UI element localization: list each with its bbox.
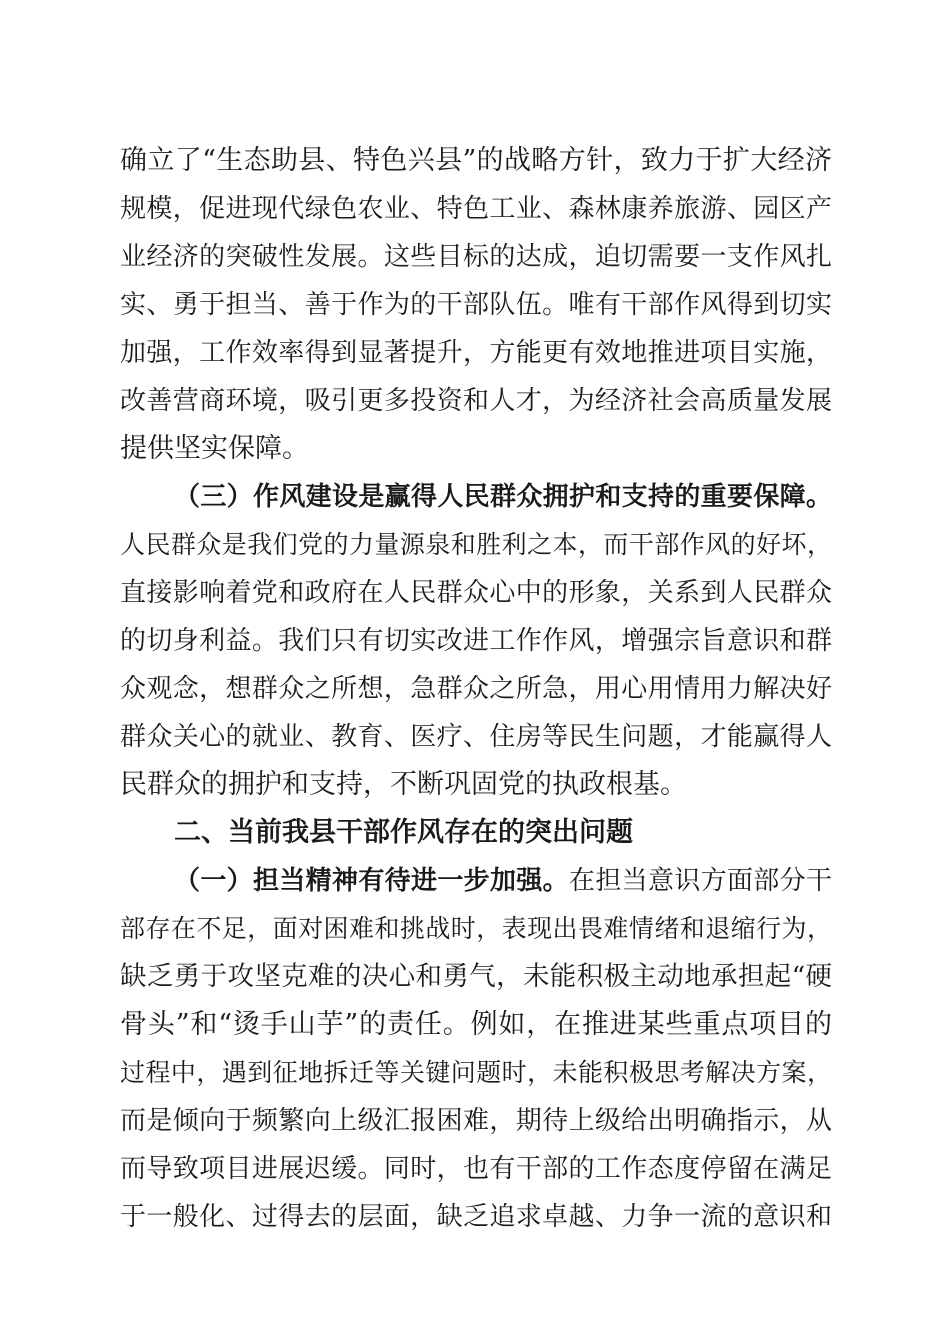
paragraph-line: 人民群众是我们党的力量源泉和胜利之本，而干部作风的好坏， — [120, 530, 832, 559]
paragraph-line: 实、勇于担当、善于作为的干部队伍。唯有干部作风得到切实 — [120, 290, 832, 320]
paragraph-line: 众观念，想群众之所想，急群众之所急，用心用情用力解决好 — [120, 674, 832, 704]
paragraph-line: 改善营商环境，吸引更多投资和人才，为经济社会高质量发展 — [120, 386, 832, 416]
paragraph-line: 群众关心的就业、教育、医疗、住房等民生问题，才能赢得人 — [120, 722, 832, 752]
paragraph-line: 而导致项目进展迟缓。同时，也有干部的工作态度停留在满足 — [120, 1154, 832, 1184]
paragraph-text: 在担当意识方面部分干 — [568, 866, 832, 896]
subsection-title: （三）作风建设是赢得人民群众拥护和支持的重要保障。 — [174, 482, 832, 512]
paragraph-line: 提供坚实保障。 — [120, 433, 309, 464]
paragraph-line: 过程中，遇到征地拆迁等关键问题时，未能积极思考解决方案， — [120, 1058, 832, 1087]
paragraph-line: 的切身利益。我们只有切实改进工作作风，增强宗旨意识和群 — [120, 626, 832, 656]
paragraph-line: 部存在不足，面对困难和挑战时，表现出畏难情绪和退缩行为， — [120, 914, 832, 943]
subsection-title: （一）担当精神有待进一步加强。 — [174, 866, 569, 896]
paragraph-line: 而是倾向于频繁向上级汇报困难，期待上级给出明确指示，从 — [120, 1106, 832, 1136]
paragraph-line: 于一般化、过得去的层面，缺乏追求卓越、力争一流的意识和 — [120, 1202, 832, 1232]
paragraph-line: 加强，工作效率得到显著提升，方能更有效地推进项目实施， — [120, 338, 832, 368]
paragraph-first-line — [174, 858, 832, 904]
paragraph-line: 确立了“生态助县、特色兴县”的战略方针，致力于扩大经济 — [120, 145, 832, 176]
paragraph-line: 规模，促进现代绿色农业、特色工业、森林康养旅游、园区产 — [120, 194, 832, 224]
paragraph-line: 直接影响着党和政府在人民群众心中的形象，关系到人民群众 — [120, 578, 832, 608]
section-heading: 二、当前我县干部作风存在的突出问题 — [174, 817, 633, 848]
paragraph-line: 民群众的拥护和支持，不断巩固党的执政根基。 — [120, 769, 687, 800]
paragraph-line: 骨头”和“烫手山芋”的责任。例如，在推进某些重点项目的 — [120, 1009, 832, 1040]
paragraph-line: 业经济的突破性发展。这些目标的达成，迫切需要一支作风扎 — [120, 242, 832, 272]
paragraph-line: 缺乏勇于攻坚克难的决心和勇气，未能积极主动地承担起“硬 — [120, 961, 832, 992]
